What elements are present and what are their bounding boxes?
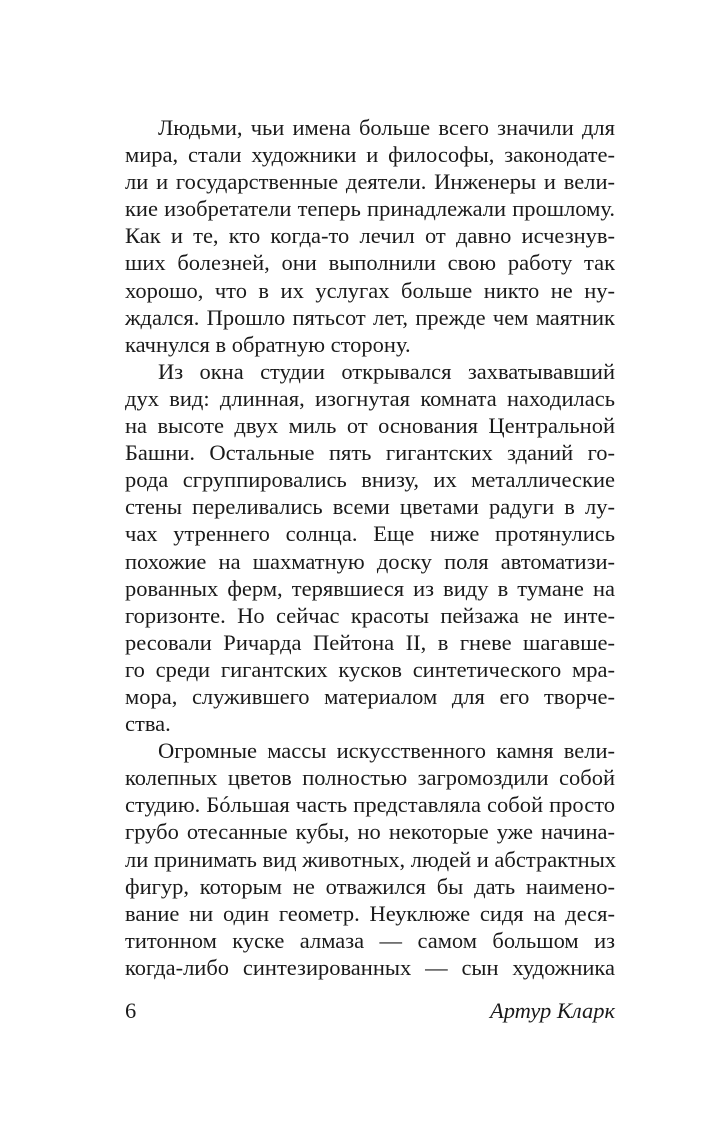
paragraph-3 [125, 737, 615, 981]
text-line: ших болезней, они выполнили свою работу так [125, 250, 615, 276]
page-number: 6 [125, 998, 137, 1023]
text-line: студию. Бóльшая часть представляла собой просто [125, 792, 615, 818]
text-line: грубо отесанные кубы, но некоторые уже начина- [125, 819, 615, 845]
text-line: горизонте. Но сейчас красоты пейзажа не инте- [125, 602, 615, 628]
text-line: ства. [125, 711, 171, 737]
text-line: Из окна студии открывался захватывавший [158, 358, 615, 384]
text-line: фигур, которым не отважился бы дать наимено- [125, 873, 615, 899]
paragraph-2 [125, 358, 615, 737]
text-line: Огромные массы искусственного камня вели- [158, 738, 615, 764]
text-line: когда-либо синтезированных — сын художника [125, 954, 615, 980]
page-body [125, 114, 615, 981]
page-footer [125, 998, 615, 1028]
text-line: на высоте двух миль от основания Центральной [125, 413, 615, 439]
text-line: дух вид: длинная, изогнутая комната находилась [125, 385, 615, 411]
text-line: ли принимать вид животных, людей и абстрактных [125, 846, 617, 872]
text-line: Людьми, чьи имена больше всего значили для [158, 115, 615, 140]
text-line: мира, стали художники и философы, законодате- [125, 142, 615, 168]
text-line: хорошо, что в их услугах больше никто не ну- [125, 277, 615, 303]
text-line: го среди гигантских кусков синтетического мра- [125, 656, 615, 682]
text-line: качнулся в обратную сторону. [125, 331, 411, 357]
text-line: чах утреннего солнца. Еще ниже протянулись [125, 521, 615, 547]
text-line: стены переливались всеми цветами радуги в лу- [125, 494, 615, 520]
running-header-author: Артур Кларк [489, 998, 615, 1023]
text-line: Башни. Остальные пять гигантских зданий го- [125, 440, 615, 466]
text-line: кие изобретатели теперь принадлежали прошлому. [125, 196, 615, 222]
text-line: рода сгруппировались внизу, их металлические [125, 467, 615, 493]
text-line: похожие на шахматную доску поля автоматизи- [125, 548, 615, 574]
text-line: колепных цветов полностью загромоздили собой [125, 765, 615, 791]
text-line: титонном куске алмаза — самом большом из [125, 927, 615, 953]
text-line: Как и те, кто когда-то лечил от давно исчезнув- [125, 223, 615, 249]
text-line: рованных ферм, терявшиеся из виду в тумане на [125, 575, 615, 601]
text-line: мора, служившего материалом для его творче- [125, 683, 615, 709]
paragraph-1 [125, 114, 615, 358]
text-line: ждался. Прошло пятьсот лет, прежде чем маятник [125, 304, 615, 330]
text-line: ресовали Ричарда Пейтона II, в гневе шагавше- [125, 629, 615, 655]
text-line: вание ни один геометр. Неуклюже сидя на деся- [125, 900, 615, 926]
text-line: ли и государственные деятели. Инженеры и вели- [125, 169, 615, 195]
